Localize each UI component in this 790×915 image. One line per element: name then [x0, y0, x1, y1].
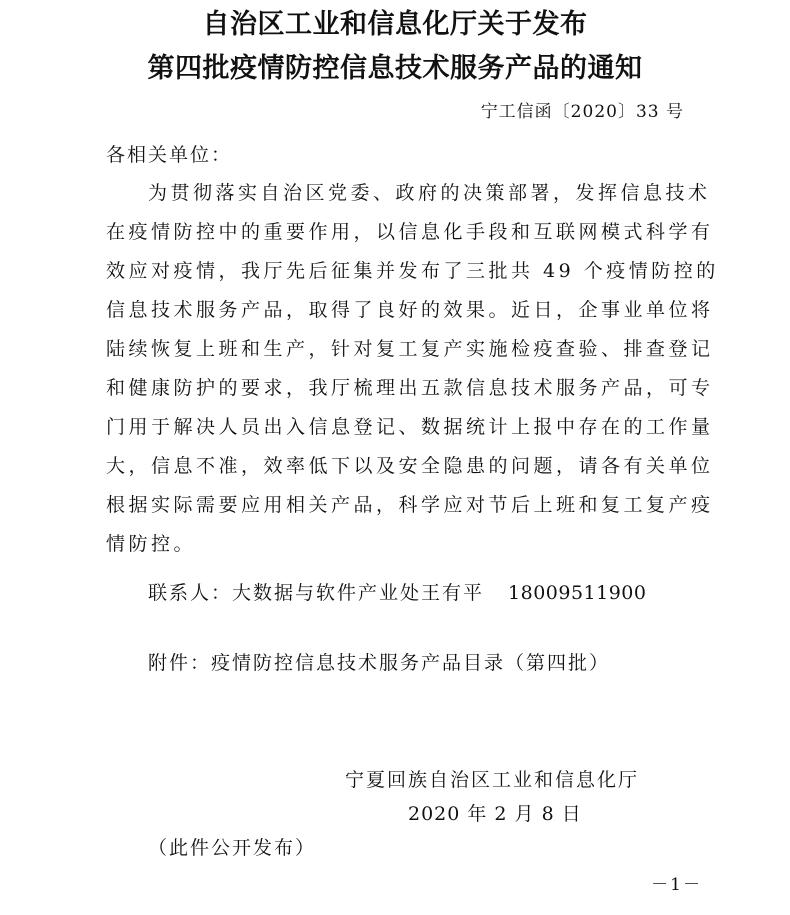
publication-note: （此件公开发布） — [148, 837, 317, 859]
issuer-name: 宁夏回族自治区工业和信息化厅 — [345, 769, 640, 791]
document-number: 宁工信函〔2020〕33 号 — [480, 102, 684, 122]
body-line-6: 和健康防护的要求，我厅梳理出五款信息技术服务产品，可专 — [106, 377, 714, 399]
body-line-8: 大，信息不准，效率低下以及安全隐患的问题，请各有关单位 — [106, 455, 714, 477]
attachment-note: 附件：疫情防控信息技术服务产品目录（第四批） — [148, 652, 611, 674]
body-line-5: 陆续恢复上班和生产，针对复工复产实施检疫查验、排查登记 — [106, 338, 714, 360]
salutation: 各相关单位： — [106, 144, 233, 166]
issue-date: 2020 年 2 月 8 日 — [408, 803, 582, 825]
body-line-4: 信息技术服务产品，取得了良好的效果。近日，企事业单位将 — [106, 299, 714, 321]
body-line-2: 在疫情防控中的重要作用，以信息化手段和互联网模式科学有 — [106, 221, 714, 243]
body-line-10: 情防控。 — [106, 533, 197, 555]
body-line-7: 门用于解决人员出入信息登记、数据统计上报中存在的工作量 — [106, 416, 714, 438]
contact-info — [148, 578, 647, 605]
body-line-1: 为贯彻落实自治区党委、政府的决策部署，发挥信息技术 — [148, 182, 711, 204]
body-line-3: 效应对疫情，我厅先后征集并发布了三批共 49 个疫情防控的 — [106, 260, 719, 282]
contact-phone: 18009511900 — [508, 582, 647, 604]
body-line-9: 根据实际需要应用相关产品，科学应对节后上班和复工复产疫 — [106, 494, 714, 516]
document-title-line-1: 自治区工业和信息化厅关于发布 — [202, 9, 588, 40]
page-number: －1－ — [651, 875, 702, 895]
contact-person: 联系人：大数据与软件产业处王有平 — [148, 582, 485, 604]
document-title-line-2: 第四批疫情防控信息技术服务产品的通知 — [147, 53, 643, 84]
